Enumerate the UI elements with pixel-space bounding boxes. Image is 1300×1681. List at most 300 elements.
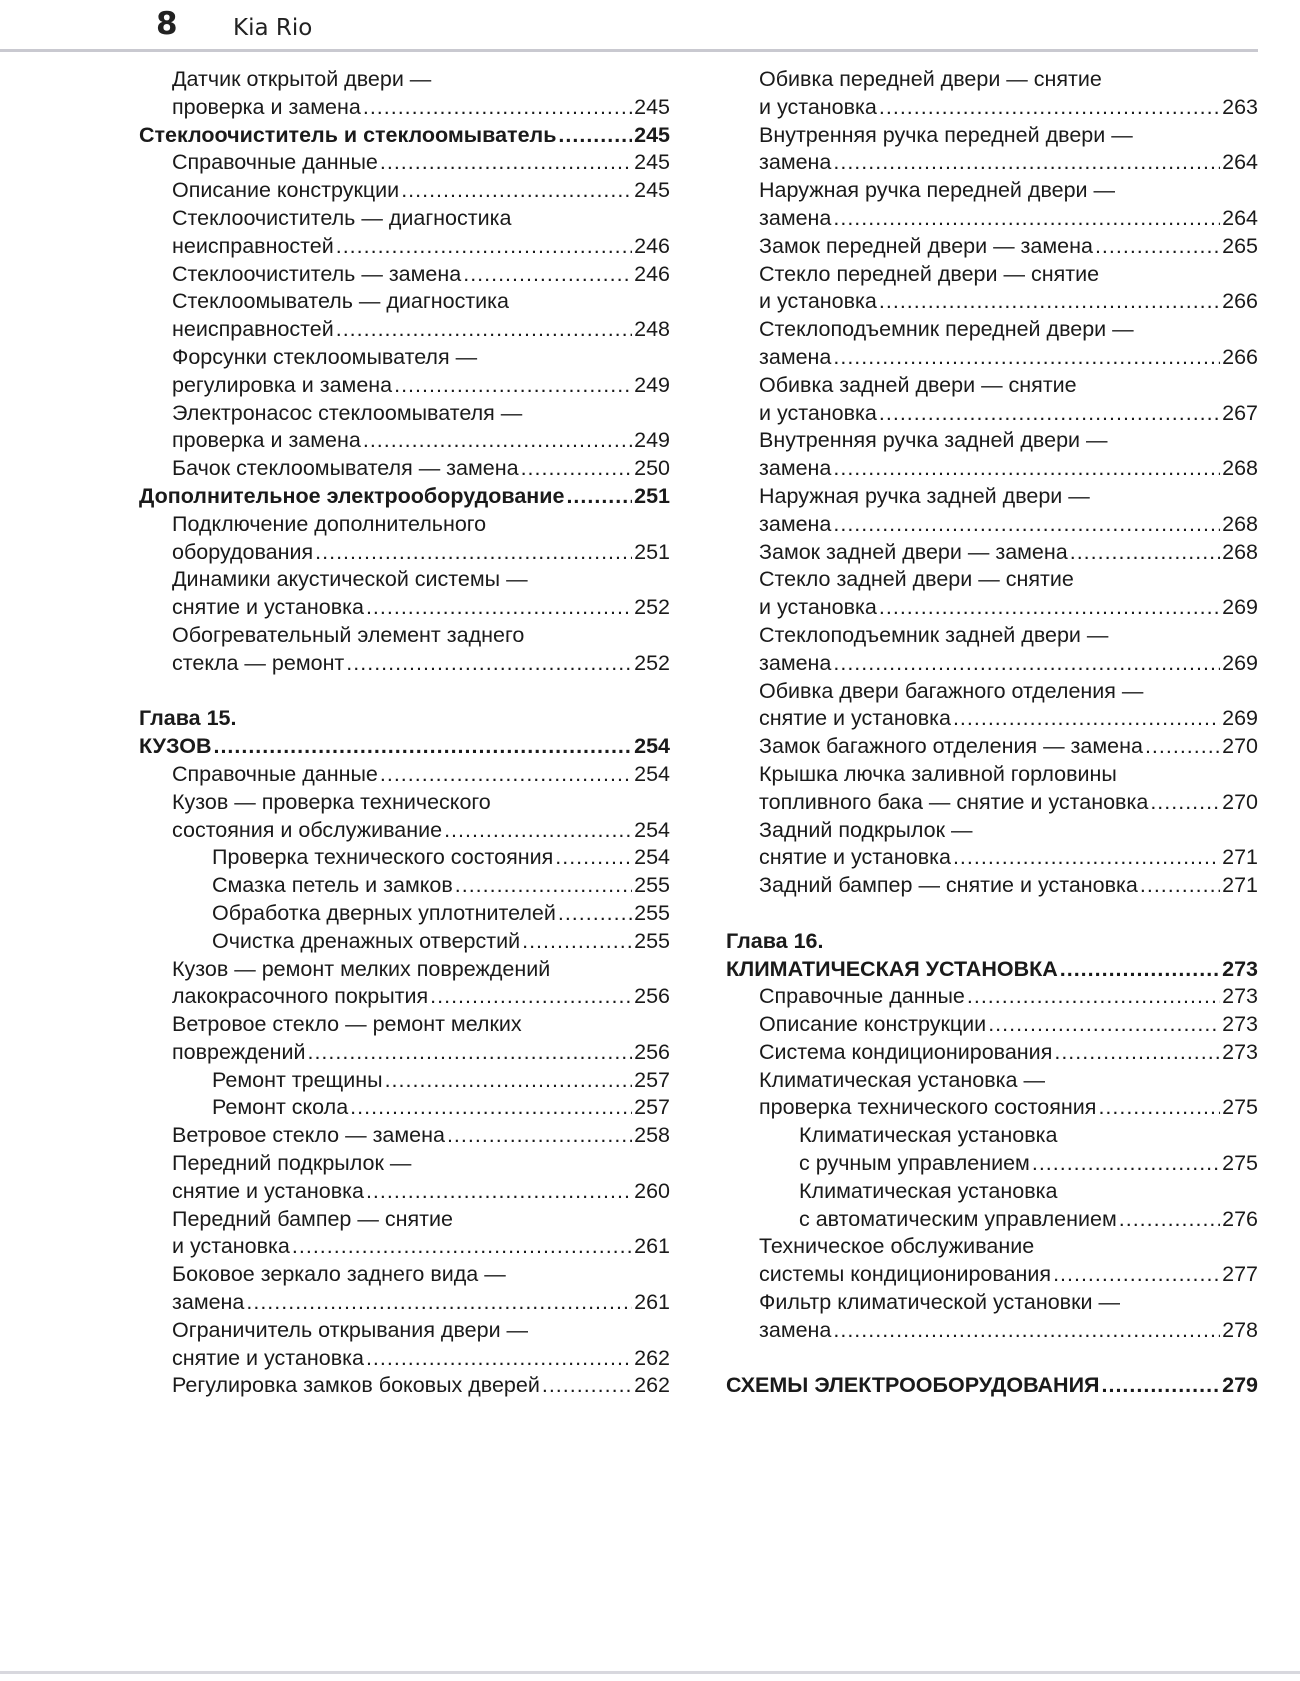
toc-entry-title: Наружная ручка задней двери — <box>759 483 1090 508</box>
dot-leader <box>555 844 632 872</box>
dot-leader <box>566 483 632 511</box>
page-header <box>0 0 1300 60</box>
toc-entry-line <box>726 539 1258 567</box>
toc-entry-title: повреждений <box>172 1039 306 1064</box>
toc-entry-line <box>726 844 1258 872</box>
toc-entry-line <box>139 233 670 261</box>
toc-page-number: 275 <box>1222 1151 1258 1176</box>
toc-page-number: 265 <box>1222 233 1258 258</box>
dot-leader <box>447 1122 632 1150</box>
toc-entry-title: с ручным управлением <box>799 1151 1030 1176</box>
dot-leader <box>879 288 1220 316</box>
dot-leader <box>1145 733 1220 761</box>
toc-entry-title: Ремонт скола <box>212 1095 349 1120</box>
toc-page-number: 278 <box>1222 1317 1258 1342</box>
dot-leader <box>1032 1150 1220 1178</box>
toc-page-number: 258 <box>634 1123 670 1148</box>
toc-entry-line <box>726 733 1258 761</box>
dot-leader <box>833 1317 1220 1345</box>
toc-page-number: 270 <box>1222 789 1258 814</box>
toc-entry <box>139 177 670 205</box>
toc-page-number: 256 <box>634 984 670 1009</box>
toc-entry-line <box>139 1067 670 1095</box>
toc-entry-line <box>726 983 1258 1011</box>
toc-entry <box>139 761 670 789</box>
toc-entry-line <box>726 956 1258 984</box>
toc-entry-line <box>726 1011 1258 1039</box>
dot-leader <box>953 705 1220 733</box>
toc-entry-title: снятие и установка <box>172 1345 364 1370</box>
toc-entry <box>139 705 670 761</box>
toc-entry-title: Внутренняя ручка задней двери — <box>759 428 1108 453</box>
toc-entry-title: Ветровое стекло — замена <box>172 1123 445 1148</box>
dot-leader <box>346 650 632 678</box>
toc-entry-title: системы кондиционирования <box>759 1262 1052 1287</box>
toc-entry-line <box>139 983 670 1011</box>
toc-entry <box>139 900 670 928</box>
toc-entry-line <box>726 1150 1258 1178</box>
toc-entry <box>139 66 670 122</box>
toc-entry-title: КЛИМАТИЧЕСКАЯ УСТАНОВКА <box>726 956 1058 981</box>
toc-entry-title: снятие и установка <box>759 845 951 870</box>
toc-entry-line <box>726 705 1258 733</box>
toc-page-number: 271 <box>1222 845 1258 870</box>
dot-leader <box>307 1039 632 1067</box>
toc-page-number: 273 <box>1222 1039 1258 1064</box>
toc-page-number: 266 <box>1222 344 1258 369</box>
toc-entry-title: Справочные данные <box>759 984 965 1009</box>
toc-entry <box>726 928 1258 984</box>
toc-entry <box>139 261 670 289</box>
dot-leader <box>366 1345 632 1373</box>
toc-entry-title: Обивка двери багажного отделения — <box>759 678 1144 703</box>
toc-entry-line <box>139 149 670 177</box>
toc-entry <box>139 622 670 678</box>
toc-page-number: 254 <box>634 761 670 786</box>
dot-leader <box>336 233 632 261</box>
toc-entry-line <box>139 1233 670 1261</box>
toc-page-number: 254 <box>634 734 670 759</box>
toc-entry <box>139 149 670 177</box>
dot-leader <box>1150 789 1220 817</box>
toc-entry-title: Обивка передней двери — снятие <box>759 67 1102 91</box>
toc-entry-title: и установка <box>759 289 877 314</box>
dot-leader <box>455 872 632 900</box>
toc-entry <box>139 1122 670 1150</box>
dot-leader <box>879 594 1220 622</box>
toc-entry-title: Передний бампер — снятие <box>172 1206 453 1231</box>
dot-leader <box>967 983 1220 1011</box>
toc-entry-title: Подключение дополнительного <box>172 511 487 536</box>
toc-entry-line <box>726 1094 1258 1122</box>
toc-entry-title: Система кондиционирования <box>759 1039 1053 1064</box>
toc-page-number: 257 <box>634 1067 670 1092</box>
toc-entry-title: Стекло задней двери — снятие <box>759 567 1074 592</box>
toc-entry-title: СХЕМЫ ЭЛЕКТРООБОРУДОВАНИЯ <box>726 1373 1100 1398</box>
dot-leader <box>558 900 632 928</box>
toc-entry <box>139 1206 670 1262</box>
toc-entry <box>726 1289 1258 1345</box>
toc-entry-title: Обогревательный элемент заднего <box>172 622 525 647</box>
dot-leader <box>833 511 1220 539</box>
toc-page-number: 270 <box>1222 734 1258 759</box>
toc-entry-title: замена <box>759 511 832 536</box>
toc-entry <box>726 233 1258 261</box>
toc-entry <box>726 122 1258 178</box>
toc-entry-title: Стеклоподъемник передней двери — <box>759 317 1134 342</box>
toc-entry-title: Наружная ручка передней двери — <box>759 178 1116 203</box>
toc-entry-title: КУЗОВ <box>139 734 212 759</box>
toc-entry-title: с автоматическим управлением <box>799 1206 1117 1231</box>
dot-leader <box>1053 1261 1220 1289</box>
toc-entry <box>139 511 670 567</box>
toc-entry-line <box>726 400 1258 428</box>
toc-entry-title: Глава 16. <box>726 928 824 953</box>
dot-leader <box>363 427 632 455</box>
toc-page-number: 273 <box>1222 1012 1258 1037</box>
toc-entry-title: Бачок стеклоомывателя — замена <box>172 456 519 481</box>
dot-leader <box>394 372 632 400</box>
toc-entry-line <box>139 122 670 150</box>
toc-entry-title: Климатическая установка <box>799 1178 1058 1203</box>
dot-leader <box>953 844 1220 872</box>
toc-entry-line <box>139 261 670 289</box>
toc-entry-title: Описание конструкции <box>172 178 400 203</box>
toc-entry-title: Климатическая установка — <box>759 1067 1045 1092</box>
toc-entry-line <box>139 427 670 455</box>
toc-entry-title: замена <box>759 650 832 675</box>
toc-entry <box>726 983 1258 1011</box>
toc-entry-title: Стеклоподъемник задней двери — <box>759 622 1109 647</box>
toc-page-number: 262 <box>634 1373 670 1398</box>
dot-leader <box>430 983 632 1011</box>
toc-entry-line <box>139 650 670 678</box>
toc-entry-line <box>139 733 670 761</box>
toc-entry <box>139 344 670 400</box>
toc-page-number: 266 <box>1222 289 1258 314</box>
dot-leader <box>879 400 1220 428</box>
toc-entry <box>726 372 1258 428</box>
book-title: Kia Rio <box>233 15 313 41</box>
toc-entry-line <box>139 844 670 872</box>
toc-entry-title: замена <box>759 1317 832 1342</box>
toc-page-number: 255 <box>634 900 670 925</box>
toc-entry-title: регулировка и замена <box>172 372 393 397</box>
toc-page-number: 248 <box>634 317 670 342</box>
toc-entry-line <box>139 94 670 122</box>
toc-page-number: 275 <box>1222 1095 1258 1120</box>
toc-entry <box>139 483 670 511</box>
dot-leader <box>1070 539 1220 567</box>
toc-page-number: 252 <box>634 650 670 675</box>
toc-entry <box>726 1372 1258 1400</box>
toc-entry <box>726 733 1258 761</box>
toc-entry-line <box>726 94 1258 122</box>
toc-entry-line <box>139 316 670 344</box>
toc-entry-line <box>139 1122 670 1150</box>
toc-entry-title: Динамики акустической системы — <box>172 567 528 592</box>
toc-entry-title: Техническое обслуживание <box>759 1234 1035 1259</box>
toc-entry-title: Ветровое стекло — ремонт мелких <box>172 1012 522 1037</box>
toc-entry-line <box>139 372 670 400</box>
dot-leader <box>380 761 632 789</box>
toc-page-number: 268 <box>1222 456 1258 481</box>
header-divider <box>0 49 1258 52</box>
toc-entry <box>139 1094 670 1122</box>
toc-entry <box>726 678 1258 734</box>
toc-entry-line <box>139 455 670 483</box>
toc-page-number: 254 <box>634 817 670 842</box>
toc-entry-title: Кузов — ремонт мелких повреждений <box>172 956 551 981</box>
toc-entry-title: Передний подкрылок — <box>172 1151 412 1176</box>
toc-entry-title: Обивка задней двери — снятие <box>759 372 1077 397</box>
toc-page-number: 249 <box>634 428 670 453</box>
toc-entry-line <box>139 900 670 928</box>
dot-leader <box>380 149 632 177</box>
toc-page-number: 268 <box>1222 511 1258 536</box>
toc-entry-title: Справочные данные <box>172 761 378 786</box>
toc-entry <box>726 177 1258 233</box>
toc-entry <box>726 622 1258 678</box>
toc-entry <box>726 316 1258 372</box>
toc-entry-title: Крышка лючка заливной горловины <box>759 761 1117 786</box>
toc-entry-title: проверка и замена <box>172 94 361 119</box>
toc-page-number: 251 <box>634 483 670 508</box>
toc-entry-line <box>139 594 670 622</box>
toc-right-column <box>726 66 1258 1400</box>
toc-entry-line <box>139 1039 670 1067</box>
toc-entry <box>139 789 670 845</box>
dot-leader <box>336 316 632 344</box>
page-number: 8 <box>156 6 178 42</box>
toc-entry <box>726 566 1258 622</box>
toc-entry-title: замена <box>172 1290 245 1315</box>
toc-entry-title: оборудования <box>172 539 314 564</box>
toc-entry-line <box>726 594 1258 622</box>
dot-leader <box>401 177 632 205</box>
toc-entry-line <box>726 1317 1258 1345</box>
toc-entry-line <box>726 344 1258 372</box>
toc-page-number: 264 <box>1222 205 1258 230</box>
dot-leader <box>385 1067 633 1095</box>
toc-entry-title: Форсунки стеклоомывателя — <box>172 344 478 369</box>
toc-entry <box>726 1122 1258 1178</box>
toc-entry <box>139 400 670 456</box>
toc-page-number: 257 <box>634 1095 670 1120</box>
section-gap <box>726 900 1258 928</box>
toc-entry <box>726 1233 1258 1289</box>
dot-leader <box>444 817 632 845</box>
toc-entry-title: Датчик открытой двери — <box>172 67 432 91</box>
toc-entry-title: Ограничитель открывания двери — <box>172 1317 529 1342</box>
toc-entry-title: Глава 15. <box>139 706 237 731</box>
toc-page-number: 252 <box>634 595 670 620</box>
toc-page-number: 263 <box>1222 94 1258 119</box>
toc-entry <box>726 761 1258 817</box>
toc-entry-title: проверка и замена <box>172 428 361 453</box>
toc-entry-line <box>726 149 1258 177</box>
toc-entry-title: Замок передней двери — замена <box>759 233 1093 258</box>
toc-page-number: 261 <box>634 1234 670 1259</box>
toc-entry-line <box>139 1289 670 1317</box>
toc-entry-line <box>139 761 670 789</box>
toc-entry <box>726 872 1258 900</box>
toc-page-number: 269 <box>1222 650 1258 675</box>
dot-leader <box>833 650 1220 678</box>
toc-page-number: 269 <box>1222 706 1258 731</box>
toc-entry-title: Кузов — проверка технического <box>172 789 491 814</box>
toc-entry-title: Стекло передней двери — снятие <box>759 261 1100 286</box>
toc-entry-title: неисправностей <box>172 233 334 258</box>
toc-entry-line <box>726 233 1258 261</box>
toc-entry-title: снятие и установка <box>172 1178 364 1203</box>
toc-entry-title: Очистка дренажных отверстий <box>212 928 521 953</box>
toc-page-number: 255 <box>634 873 670 898</box>
dot-leader <box>366 1178 632 1206</box>
toc-entry-title: замена <box>759 456 832 481</box>
toc-entry <box>726 817 1258 873</box>
dot-leader <box>833 455 1220 483</box>
toc-page-number: 279 <box>1222 1373 1258 1398</box>
toc-entry-title: топливного бака — снятие и установка <box>759 789 1149 814</box>
dot-leader <box>833 344 1220 372</box>
toc-page-number: 245 <box>634 94 670 119</box>
toc-entry <box>139 1372 670 1400</box>
toc-entry <box>726 261 1258 317</box>
dot-leader <box>1140 872 1220 900</box>
toc-entry-line <box>139 177 670 205</box>
toc-entry-title: Дополнительное электрооборудование <box>139 483 565 508</box>
toc-entry-line <box>726 789 1258 817</box>
toc-entry-title: и установка <box>759 94 877 119</box>
toc-page-number: 256 <box>634 1039 670 1064</box>
dot-leader <box>1060 956 1220 984</box>
toc-page-number: 273 <box>1222 956 1258 981</box>
toc-entry-title: Справочные данные <box>172 150 378 175</box>
toc-page-number: 245 <box>634 178 670 203</box>
toc-page-number: 251 <box>634 539 670 564</box>
toc-entry <box>726 1039 1258 1067</box>
toc-entry-title: снятие и установка <box>172 595 364 620</box>
toc-page-number: 249 <box>634 372 670 397</box>
toc-entry <box>139 1150 670 1206</box>
section-gap <box>139 678 670 706</box>
dot-leader <box>558 122 632 150</box>
toc-entry-title: и установка <box>759 400 877 425</box>
toc-page-number: 245 <box>634 122 670 147</box>
toc-entry-line <box>726 650 1258 678</box>
toc-entry-line <box>139 817 670 845</box>
toc-entry-line <box>726 1261 1258 1289</box>
toc-entry-line <box>726 1039 1258 1067</box>
toc-entry-line <box>139 1094 670 1122</box>
toc-entry <box>139 122 670 150</box>
toc-entry-title: Стеклоочиститель — замена <box>172 261 462 286</box>
toc-entry-title: Климатическая установка <box>799 1123 1058 1148</box>
toc-entry-title: Проверка технического состояния <box>212 845 554 870</box>
toc-entry-line <box>726 288 1258 316</box>
toc-entry-title: Электронасос стеклоомывателя — <box>172 400 523 425</box>
toc-page-number: 262 <box>634 1345 670 1370</box>
toc-entry <box>726 1178 1258 1234</box>
toc-entry-title: Стеклоочиститель — диагностика <box>172 205 512 230</box>
toc-entry-title: Обработка дверных уплотнителей <box>212 900 556 925</box>
toc-page-number: 268 <box>1222 539 1258 564</box>
toc-page-number: 261 <box>634 1290 670 1315</box>
toc-entry-title: и установка <box>172 1234 290 1259</box>
footer-divider <box>0 1671 1300 1674</box>
toc-entry <box>726 427 1258 483</box>
toc-page-number: 245 <box>634 150 670 175</box>
toc-entry <box>139 566 670 622</box>
toc-entry-line <box>726 455 1258 483</box>
dot-leader <box>1119 1206 1220 1234</box>
toc-entry-title: замена <box>759 205 832 230</box>
toc-entry-title: Боковое зеркало заднего вида — <box>172 1262 506 1287</box>
toc-entry-title: Замок багажного отделения — замена <box>759 734 1143 759</box>
toc-entry <box>139 455 670 483</box>
toc-entry-title: Описание конструкции <box>759 1012 987 1037</box>
dot-leader <box>879 94 1220 122</box>
toc-entry <box>139 1067 670 1095</box>
toc-page-number: 276 <box>1222 1206 1258 1231</box>
toc-page-number: 271 <box>1222 873 1258 898</box>
toc-page-number: 246 <box>634 233 670 258</box>
toc-entry <box>726 1011 1258 1039</box>
toc-entry-line <box>726 511 1258 539</box>
dot-leader <box>350 1094 632 1122</box>
toc-entry <box>726 483 1258 539</box>
toc-entry-title: и установка <box>759 595 877 620</box>
toc-page-number: 267 <box>1222 400 1258 425</box>
dot-leader <box>246 1289 632 1317</box>
toc-entry-title: снятие и установка <box>759 706 951 731</box>
toc-entry <box>726 539 1258 567</box>
toc-page-number: 246 <box>634 261 670 286</box>
dot-leader <box>292 1233 632 1261</box>
toc-entry-title: Задний подкрылок — <box>759 817 973 842</box>
toc-entry-title: Стеклоомыватель — диагностика <box>172 289 510 314</box>
toc-entry-title: стекла — ремонт <box>172 650 345 675</box>
toc-entry-line <box>139 872 670 900</box>
toc-entry-line <box>726 205 1258 233</box>
toc-entry <box>139 205 670 261</box>
toc-page-number: 269 <box>1222 595 1258 620</box>
toc-entry-title: Задний бампер — снятие и установка <box>759 873 1138 898</box>
toc-page-number: 264 <box>1222 150 1258 175</box>
toc-entry-line <box>139 1178 670 1206</box>
toc-entry-title: Регулировка замков боковых дверей <box>172 1373 540 1398</box>
dot-leader <box>988 1011 1220 1039</box>
toc-entry-title: Фильтр климатической установки — <box>759 1290 1120 1315</box>
toc-page-number: 255 <box>634 928 670 953</box>
dot-leader <box>521 455 633 483</box>
toc-page-number: 254 <box>634 845 670 870</box>
toc-entry-title: проверка технического состояния <box>759 1095 1097 1120</box>
toc-entry <box>139 1317 670 1373</box>
toc-entry-title: замена <box>759 150 832 175</box>
toc-entry-line <box>726 1372 1258 1400</box>
dot-leader <box>315 539 632 567</box>
toc-entry-title: Замок задней двери — замена <box>759 539 1068 564</box>
toc-entry-line <box>139 1372 670 1400</box>
dot-leader <box>1102 1372 1221 1400</box>
dot-leader <box>213 733 632 761</box>
toc-entry-title: неисправностей <box>172 317 334 342</box>
toc-entry <box>139 928 670 956</box>
dot-leader <box>1098 1094 1220 1122</box>
toc-entry-title: замена <box>759 344 832 369</box>
